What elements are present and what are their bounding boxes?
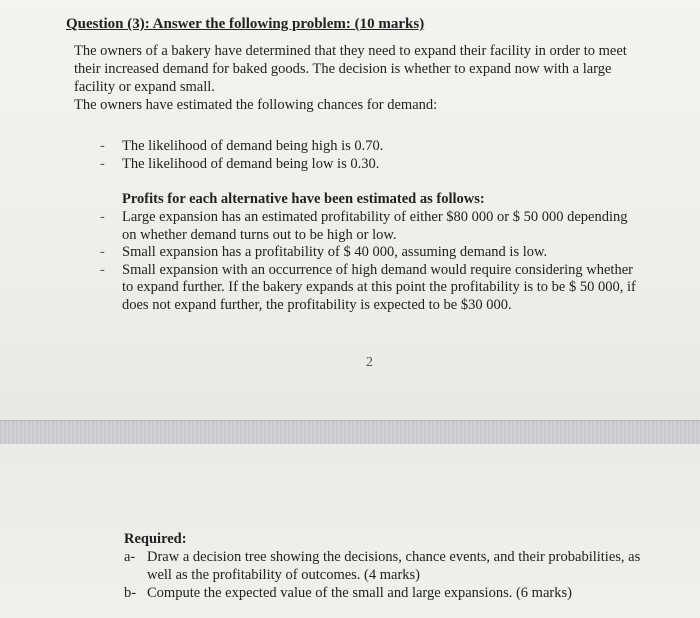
task-line: Draw a decision tree showing the decisions, chance events, and their probabilities, as [147,549,641,565]
required-heading: Required: [124,531,187,547]
problem-intro [74,42,664,114]
profit-line: Small expansion has a profitability of $ 40 000, assuming demand is low. [122,244,548,260]
page-number: 2 [366,355,373,370]
profit-line: Small expansion with an occurrence of high demand would require considering whether [122,261,633,278]
task-line: well as the profitability of outcomes. (4 marks) [147,567,421,583]
list-item [100,209,660,244]
profit-line: on whether demand turns out to be high or low. [122,226,397,243]
profit-line: does not expand further, the profitability is expected to be $30 000. [122,296,512,313]
list-item [100,137,383,155]
profits-heading: Profits for each alternative have been estimated as follows: [122,191,485,207]
intro-line: facility or expand small. [74,79,215,95]
demand-low-text: The likelihood of demand being low is 0.30. [122,156,380,172]
profits-list [100,209,660,314]
list-item [100,155,383,173]
profit-line: Large expansion has an estimated profitability of either $80 000 or $ 50 000 depending [122,209,628,225]
demand-probabilities-list [100,137,383,173]
list-item [124,584,640,602]
list-item [100,244,660,262]
page-break-band [0,420,700,446]
bullet-dash: - [100,156,105,172]
question-heading: Question (3): Answer the following problem: (10 marks) [66,16,425,32]
intro-line: The owners of a bakery have determined that they need to expand their facility in order to meet [74,43,627,59]
required-tasks-list [124,548,640,602]
intro-line: their increased demand for baked goods. The decision is whether to expand now with a large [74,61,612,77]
task-line: Compute the expected value of the small and large expansions. (6 marks) [147,585,572,601]
bullet-dash: - [100,209,105,225]
bullet-dash: - [100,261,105,278]
profit-line: to expand further. If the bakery expands at this point the profitability is to be $ 50 000, if [122,279,636,295]
list-item [100,262,660,315]
list-item [124,548,640,584]
intro-line: The owners have estimated the following chances for demand: [74,97,438,113]
bullet-dash: - [100,244,105,260]
demand-high-text: The likelihood of demand being high is 0.70. [122,138,384,154]
bullet-dash: - [100,138,105,154]
task-marker: a- [124,549,136,565]
task-marker: b- [124,585,137,601]
